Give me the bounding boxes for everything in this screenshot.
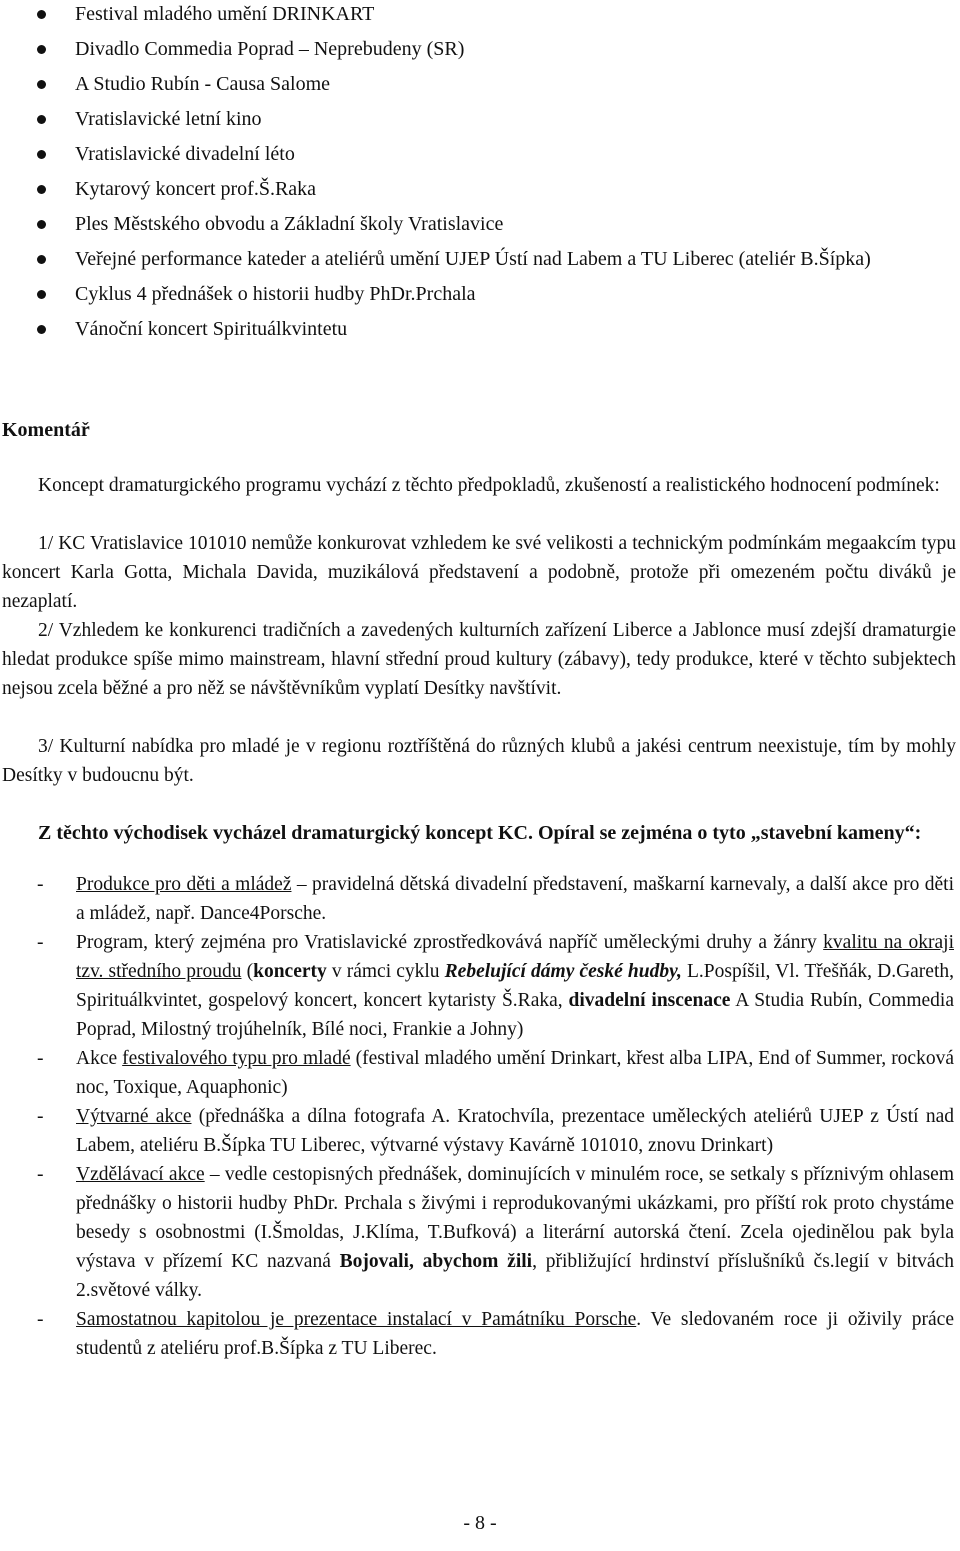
- section-heading-komentar: Komentář: [2, 419, 90, 441]
- bullet-icon: [37, 10, 46, 19]
- building-blocks-list: [0, 870, 960, 1363]
- bullet-icon: [37, 115, 46, 124]
- paragraph-point-1: 1/ KC Vratislavice 101010 nemůže konkurovat vzhledem ke své velikosti a technickým podmínkám megaakcím typu koncert Karla Gotta, Michala Davida, muzikálová představení a podobně, protože při omezeném počtu diváků je nezaplatí.: [2, 533, 956, 612]
- list-item: - Samostatnou kapitolou je prezentace instalací v Památníku Porsche. Ve sledovaném roce ji oživily práce studentů z ateliéru prof.B.Šípka z TU Liberec.: [0, 1305, 954, 1363]
- bullet-icon: [37, 185, 46, 194]
- dash-marker: -: [37, 1106, 44, 1127]
- dash-marker: -: [37, 1309, 44, 1330]
- dash-marker: -: [37, 1164, 44, 1185]
- list-item: Kytarový koncert prof.Š.Raka: [0, 172, 960, 207]
- dash-marker: -: [37, 932, 44, 953]
- list-item: Vratislavické letní kino: [0, 102, 960, 137]
- dash-marker: -: [37, 1048, 44, 1069]
- page-number: - 8 -: [463, 1512, 497, 1534]
- list-item: Divadlo Commedia Poprad – Neprebudeny (SR): [0, 32, 960, 67]
- list-item: Cyklus 4 přednášek o historii hudby PhDr.Prchala: [0, 277, 960, 312]
- bullet-icon: [37, 290, 46, 299]
- bullet-icon: [37, 80, 46, 89]
- list-item: - Produkce pro děti a mládež – pravidelná dětská divadelní představení, maškarní karnevaly, a další akce pro děti a mládež, např. Dance4Porsche.: [0, 870, 954, 928]
- list-item: - Program, který zejména pro Vratislavické zprostředkovává napříč uměleckými druhy a žánry kvalitu na okraji tzv. středního proudu (koncerty v rámci cyklu Rebelující dámy české hudby, L.Pospíšil, Vl. Třešňák, D.Gareth, Spirituálkvintet, gospelový koncert, koncert kytaristy Š.Raka, divadelní inscenace A Studia Rubín, Commedia Poprad, Milostný trojúhelník, Bílé noci, Frankie a Johny): [0, 928, 954, 1044]
- bullet-icon: [37, 220, 46, 229]
- koncept-heading: Z těchto východisek vycházel dramaturgický koncept KC. Opíral se zejména o tyto „stavební kameny“:: [38, 822, 922, 844]
- list-item: - Výtvarné akce (přednáška a dílna fotografa A. Kratochvíla, prezentace uměleckých ateliérů UJEP z Ústí nad Labem, ateliéru B.Šípka TU Liberec, výtvarné výstavy Kavárně 101010, znovu Drinkart): [0, 1102, 954, 1160]
- list-item: - Vzdělávací akce – vedle cestopisných přednášek, dominujících v minulém roce, se setkaly s příznivým ohlasem přednášky o historii hudby PhDr. Prchala s živými i reprodukovanými ukázkami, pro příští rok proto chystáme besedy s osobnostmi (I.Šmoldas, J.Klíma, T.Bufková) a literární autorská čtení. Zcela ojedinělou pak byla výstava v přízemí KC nazvaná Bojovali, abychom žili, přibližující hrdinství příslušníků čs.legií v bitvách 2.světové války.: [0, 1160, 954, 1305]
- paragraph-point-2: 2/ Vzhledem ke konkurenci tradičních a zavedených kulturních zařízení Liberce a Jablonce musí zdejší dramaturgie hledat produkce spíše mimo mainstream, hlavní střední proud kultury (zábavy), tedy produkce, které v těchto subjektech nejsou zcela běžné a pro něž se návštěvníkům vyplatí Desítky navštívit.: [2, 620, 956, 699]
- bullet-icon: [37, 325, 46, 334]
- bullet-icon: [37, 45, 46, 54]
- list-item: Veřejné performance kateder a ateliérů umění UJEP Ústí nad Labem a TU Liberec (ateliér B.Šípka): [0, 242, 960, 277]
- list-item: A Studio Rubín - Causa Salome: [0, 67, 960, 102]
- paragraph-koncept: Koncept dramaturgického programu vychází z těchto předpokladů, zkušeností a realistického hodnocení podmínek:: [38, 475, 940, 496]
- paragraph-point-3: 3/ Kulturní nabídka pro mladé je v regionu roztříštěná do různých klubů a jakési centrum neexistuje, tím by mohly Desítky v budoucnu být.: [2, 736, 956, 786]
- list-item: Vánoční koncert Spirituálkvintetu: [0, 312, 960, 347]
- list-item: - Akce festivalového typu pro mladé (festival mladého umění Drinkart, křest alba LIPA, End of Summer, rocková noc, Toxique, Aquaphonic): [0, 1044, 954, 1102]
- list-item: Festival mladého umění DRINKART: [0, 0, 960, 32]
- dash-marker: -: [37, 874, 44, 895]
- bullet-icon: [37, 255, 46, 264]
- list-item: Ples Městského obvodu a Základní školy Vratislavice: [0, 207, 960, 242]
- list-item: Vratislavické divadelní léto: [0, 137, 960, 172]
- bullet-icon: [37, 150, 46, 159]
- event-bullet-list: [0, 0, 960, 347]
